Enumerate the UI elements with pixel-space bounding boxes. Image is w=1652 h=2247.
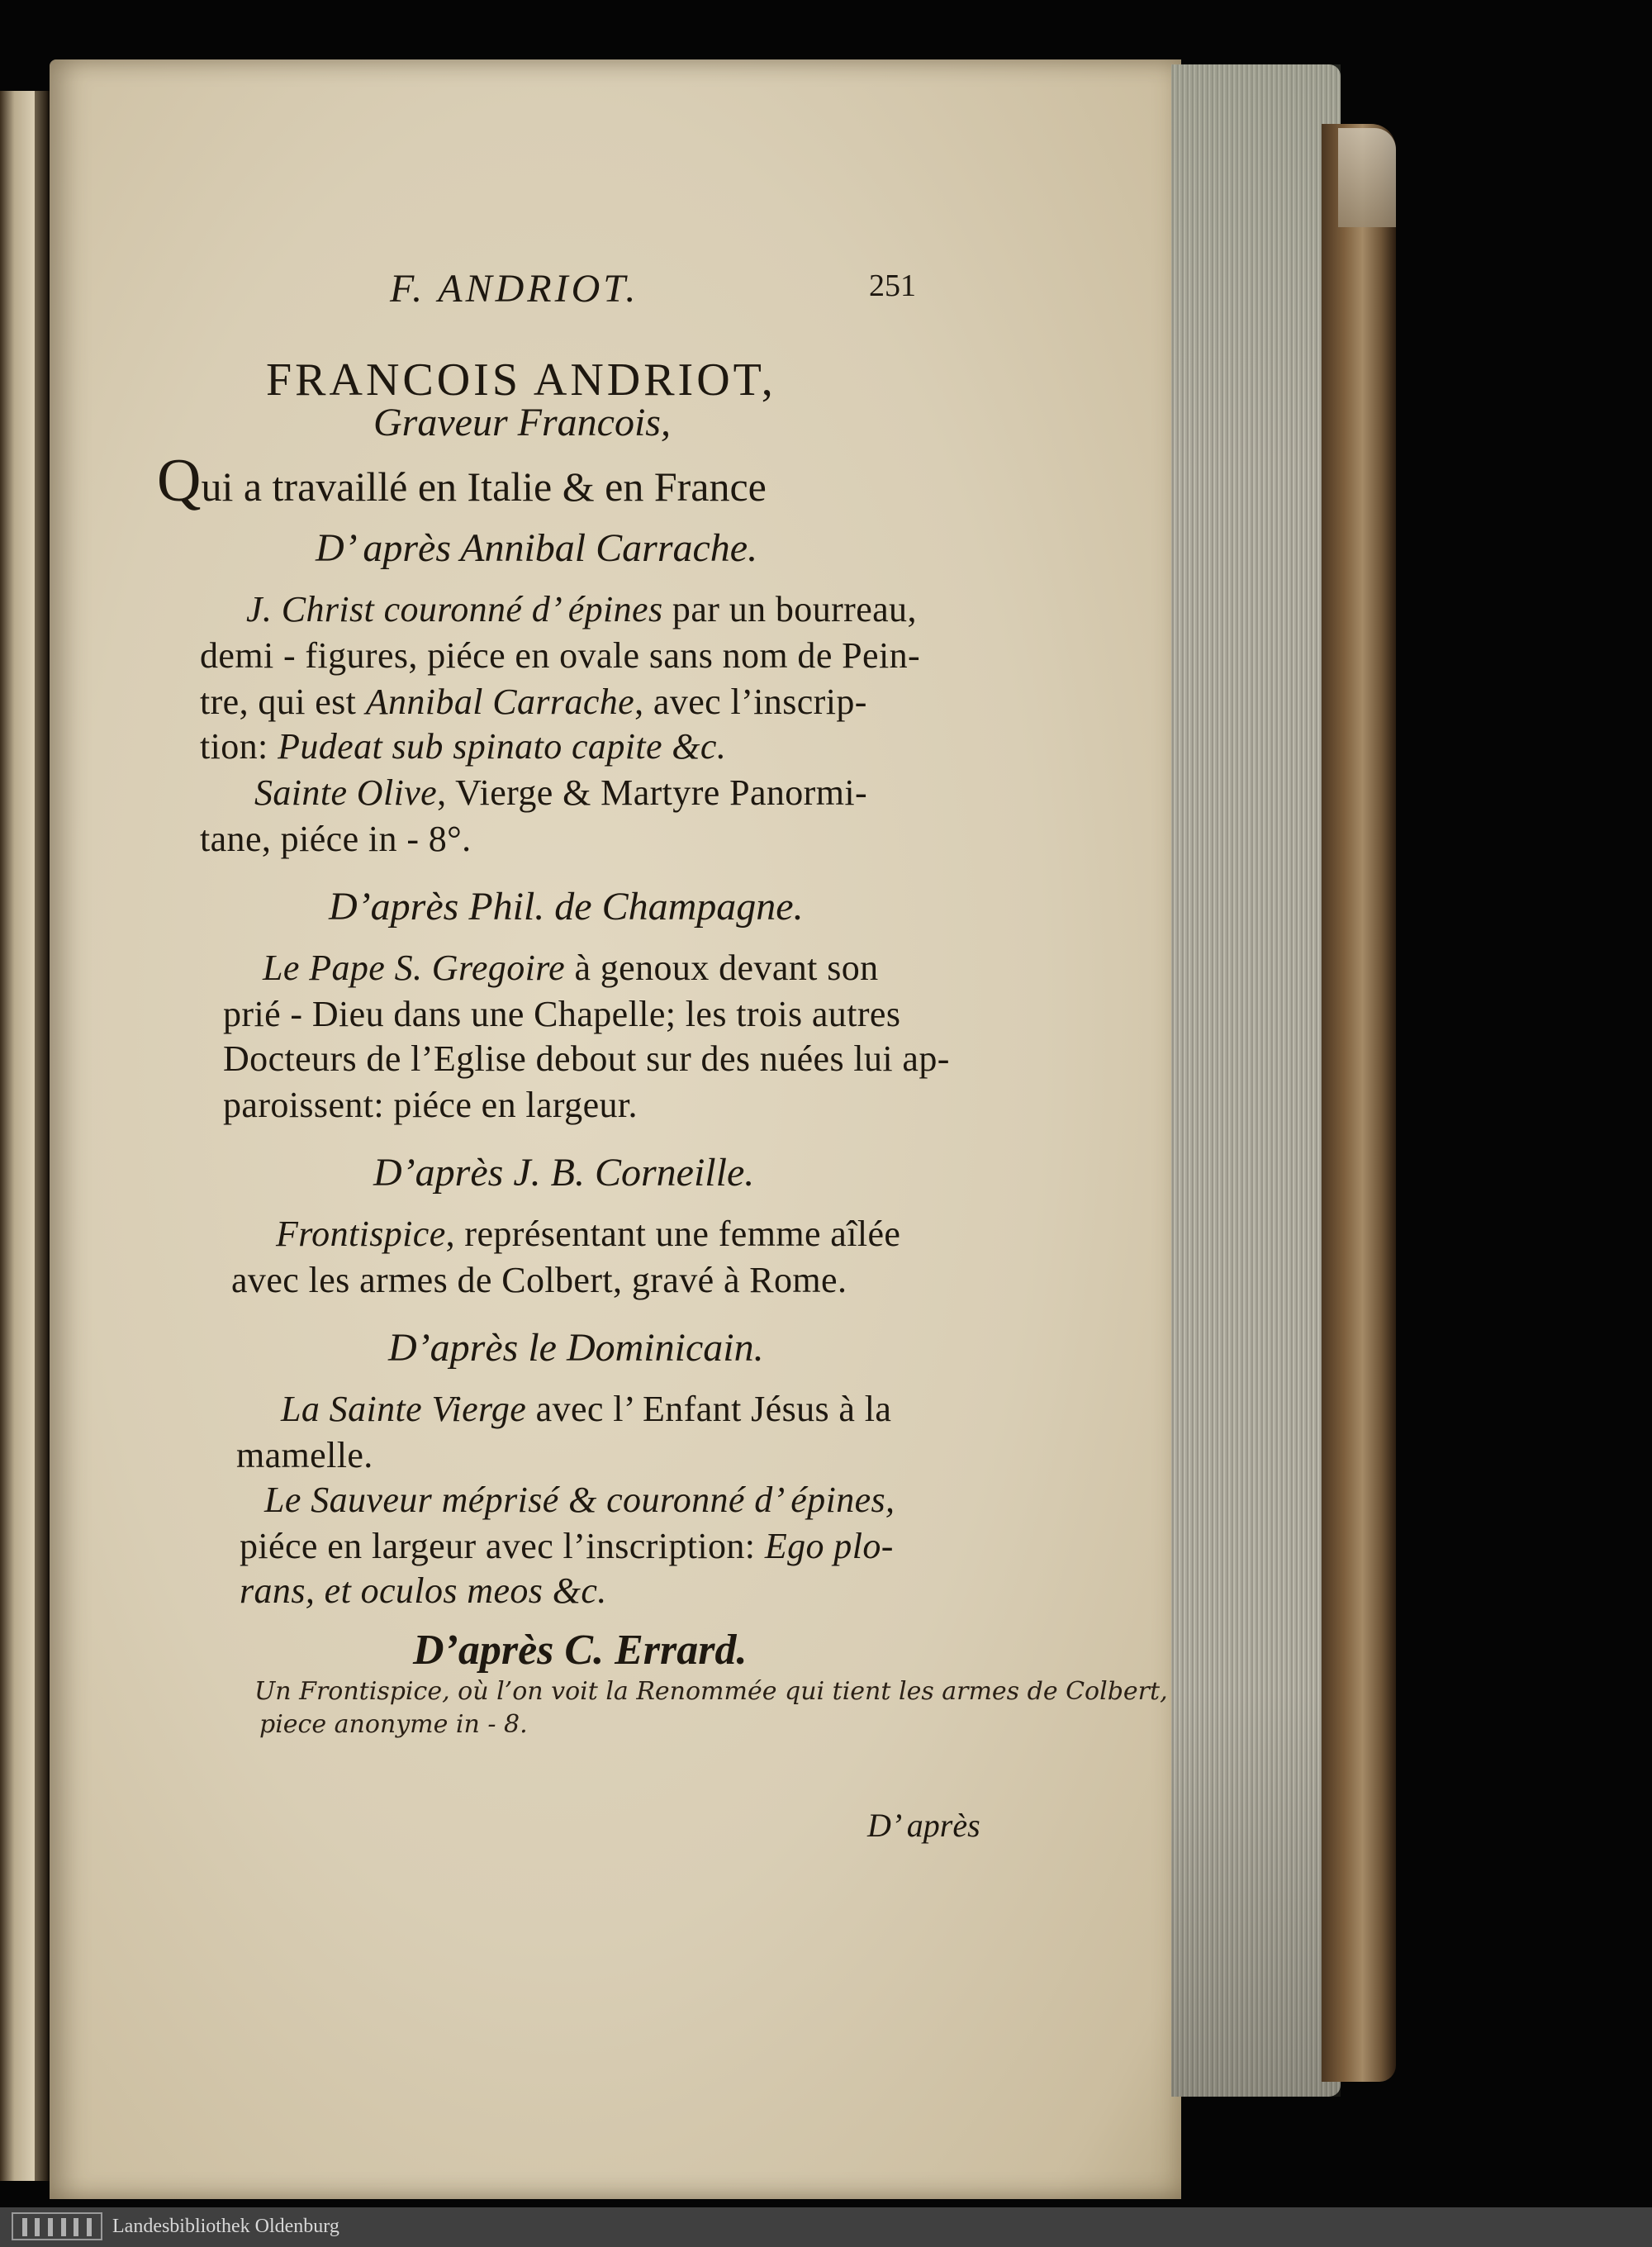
carrache-p1-line4-a: tion: [200,726,278,767]
book-cover-board [1322,124,1396,2082]
dominicain-p1-italic: La Sainte Vierge [281,1389,527,1429]
corneille-line1 [276,1213,900,1255]
carrache-p1-italic: J. Christ couronné d’ épines [246,589,663,629]
carrache-p2-line1 [254,772,867,814]
corneille-line1-rest: , représentant une femme aîlée [445,1214,901,1254]
carrache-p1-line1-rest: par un bourreau, [662,589,917,629]
page-subtitle: Graveur Francois, [373,401,671,444]
drop-initial: Q [157,447,202,515]
section-heading-errard [413,1626,748,1675]
section-heading-carrache: D’ après Annibal Carrache. [316,526,758,570]
carrache-p1-line1 [246,588,917,630]
champagne-italic: Le Pape S. Gregoire [263,948,566,988]
dominicain-p2-line3-italic: rans, et oculos meos &c. [240,1570,607,1611]
carrache-p2-line2: tane, piéce in - 8°. [200,819,472,859]
carrache-p1-line2: demi - figures, piéce en ovale sans nom de Pein- [200,635,921,676]
dominicain-p2-line1 [264,1479,895,1521]
section-heading-dominicain: D’après le Dominicain. [388,1326,764,1370]
champagne-line1 [263,947,879,989]
dominicain-p2-line3 [240,1570,607,1612]
champagne-line2: prié - Dieu dans une Chapelle; les trois autres [223,994,901,1034]
dominicain-p2-italic: Le Sauveur méprisé & couronné d’ épines, [264,1480,895,1520]
handwritten-note-line2: piece anonyme in - 8. [259,1710,528,1739]
viewer-footer-bar [0,2207,1652,2247]
section-heading-champagne: D’après Phil. de Champagne. [329,885,804,929]
book-gutter [35,91,51,2181]
carrache-p1-line4-italic: Pudeat sub spinato capite &c. [278,726,727,767]
dominicain-p1-line2: mamelle. [236,1435,373,1475]
handwritten-note-line1: Un Frontispice, où l’on voit la Renommée qui tient les armes de Colbert, [254,1677,1168,1706]
carrache-p1-line4 [200,725,726,767]
champagne-line4: paroissent: piéce en largeur. [223,1085,638,1125]
dominicain-p1-line1-rest: avec l’ Enfant Jésus à la [526,1389,892,1429]
section-heading-corneille: D’après J. B. Corneille. [373,1151,755,1195]
corneille-italic: Frontispice [276,1214,446,1254]
corneille-line2: avec les armes de Colbert, gravé à Rome. [231,1260,847,1300]
carrache-p1-line3-a: tre, qui est [200,682,366,722]
champagne-line1-rest: à genoux devant son [565,948,879,988]
carrache-p1-line3-b: , avec l’inscrip- [634,682,867,722]
dominicain-p2-line2-a: piéce en largeur avec l’inscription: [240,1526,765,1566]
page-number: 251 [869,268,916,303]
running-head: F. ANDRIOT. [390,267,639,311]
carrache-p1-line3 [200,681,867,723]
dominicain-p2-line2-italic: Ego plo- [764,1526,894,1566]
carrache-p2-line1-rest: , Vierge & Martyre Panormi- [437,772,868,813]
library-name: Landesbibliothek Oldenburg [112,2216,339,2237]
dominicain-p2-line2 [240,1525,894,1567]
page-fore-edges [1171,64,1341,2097]
page-title: FRANCOIS ANDRIOT, [266,354,776,406]
carrache-p2-italic: Sainte Olive [254,772,438,813]
intro-text: ui a travaillé en Italie & en France [201,463,767,510]
errard-heading-text: D’après C. Errard. [413,1627,748,1674]
cover-worn-corner [1338,128,1396,227]
dominicain-p1-line1 [281,1388,891,1430]
catchword: D’ après [867,1807,980,1844]
carrache-p1-line3-italic: Annibal Carrache [365,682,635,722]
intro-line [157,446,767,516]
library-building-icon [12,2212,102,2240]
champagne-line3: Docteurs de l’Eglise debout sur des nuées lui ap- [223,1038,950,1079]
